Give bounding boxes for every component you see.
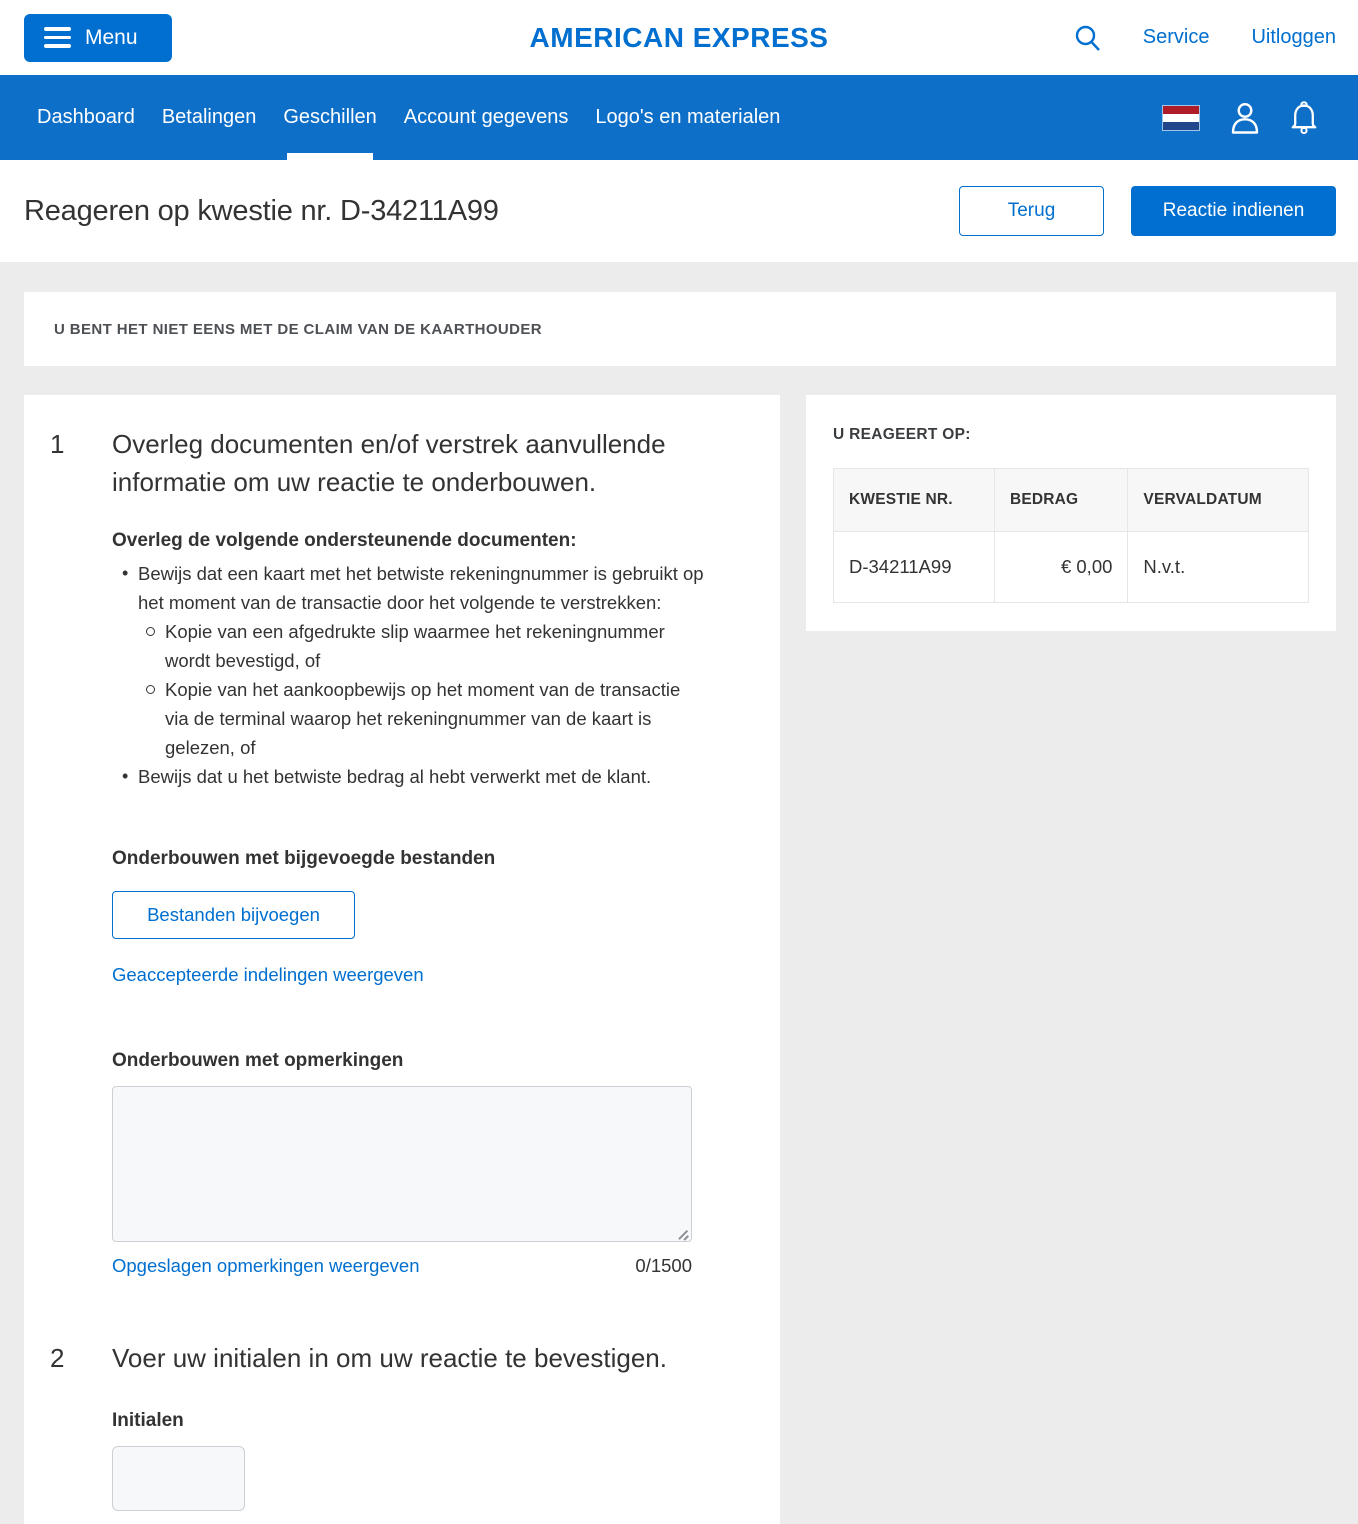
title-actions	[959, 186, 1336, 236]
step-1-number: 1	[50, 429, 65, 459]
cell-kwestie-nr: D-34211A99	[834, 532, 995, 603]
back-button[interactable]: Terug	[959, 186, 1104, 236]
attach-files-heading: Onderbouwen met bijgevoegde bestanden	[112, 848, 496, 869]
dispute-reason-text: U BENT HET NIET EENS MET DE CLAIM VAN DE KAARTHOUDER	[54, 320, 543, 338]
attach-files-button[interactable]: Bestanden bijvoegen	[112, 891, 355, 939]
nav-icons	[1162, 75, 1318, 160]
list-item: Kopie van een afgedrukte slip waarmee het rekeningnummer wordt bevestigd, of	[138, 617, 708, 675]
profile-icon[interactable]	[1230, 101, 1260, 135]
nav-item-account-gegevens[interactable]: Account gegevens	[403, 106, 569, 128]
content-area	[0, 262, 1358, 1524]
docs-sublist	[138, 617, 708, 762]
amex-logo: AMERICAN EXPRESS	[529, 21, 829, 53]
header-actions	[1074, 24, 1336, 52]
accepted-formats-link[interactable]: Geaccepteerde indelingen weergeven	[112, 964, 424, 985]
dispute-reason-banner	[24, 292, 1336, 366]
menu-button-label: Menu	[85, 25, 138, 49]
nav-item-betalingen[interactable]: Betalingen	[161, 106, 257, 128]
list-item: • Bewijs dat een kaart met het betwiste rekeningnummer is gebruikt op het moment van de transactie door het volgende te verstrekken: Kopie van een afgedrukte slip waarmee het rekeningnummer wordt bevestigd, of Kopie van het aankoopbewijs op het moment van de transactie via de terminal waarop het rekeningnummer van de kaart is gelezen, of	[112, 559, 708, 762]
service-link[interactable]: Service	[1142, 26, 1210, 48]
responding-to-card	[806, 395, 1336, 631]
comments-heading: Onderbouwen met opmerkingen	[112, 1050, 404, 1071]
response-form-card	[24, 395, 780, 1524]
step-2	[50, 1339, 708, 1524]
nav-item-geschillen[interactable]: Geschillen	[283, 75, 376, 160]
initials-input[interactable]	[112, 1446, 245, 1511]
step-1-heading: Overleg documenten en/of verstrek aanvullende informatie om uw reactie te onderbouwen.	[112, 429, 666, 497]
search-button[interactable]	[1074, 24, 1101, 52]
col-header-kwestie: KWESTIE NR.	[834, 469, 995, 532]
col-header-vervaldatum: VERVALDATUM	[1128, 469, 1309, 532]
search-icon	[1074, 24, 1101, 52]
issue-table	[833, 468, 1309, 603]
list-item: Kopie van het aankoopbewijs op het moment van de transactie via de terminal waarop het rekeningnummer van de kaart is gelezen, of	[138, 675, 708, 762]
netherlands-flag-icon[interactable]	[1162, 105, 1200, 131]
main-nav	[0, 75, 1358, 160]
list-item: • Bewijs dat u het betwiste bedrag al hebt verwerkt met de klant.	[112, 762, 708, 791]
table-header-row	[834, 469, 1309, 532]
step-2-number: 2	[50, 1343, 65, 1373]
menu-button[interactable]	[24, 14, 172, 62]
responding-to-title: U REAGEERT OP:	[833, 426, 971, 443]
hamburger-icon	[44, 27, 71, 48]
table-row	[834, 532, 1309, 603]
notifications-bell-icon[interactable]	[1290, 100, 1318, 136]
docs-subheading: Overleg de volgende ondersteunende documenten:	[112, 530, 577, 551]
char-counter: 0/1500	[635, 1255, 692, 1276]
logout-link[interactable]: Uitloggen	[1251, 26, 1336, 48]
docs-list	[112, 559, 708, 791]
col-header-bedrag: BEDRAG	[994, 469, 1127, 532]
comments-textarea[interactable]	[112, 1086, 692, 1242]
step-2-heading: Voer uw initialen in om uw reactie te bevestigen.	[112, 1343, 667, 1373]
top-header	[0, 0, 1358, 75]
nav-item-logos-en-materialen[interactable]: Logo's en materialen	[595, 106, 781, 128]
cell-vervaldatum: N.v.t.	[1128, 532, 1309, 603]
initials-label: Initialen	[112, 1410, 184, 1431]
cell-bedrag: € 0,00	[994, 532, 1127, 603]
step-1	[50, 425, 708, 1277]
nav-items	[37, 75, 780, 160]
saved-comments-link[interactable]: Opgeslagen opmerkingen weergeven	[112, 1255, 420, 1276]
title-bar	[0, 160, 1358, 262]
nav-item-dashboard[interactable]: Dashboard	[37, 106, 135, 128]
submit-response-button[interactable]: Reactie indienen	[1131, 186, 1336, 236]
page-title: Reageren op kwestie nr. D-34211A99	[24, 194, 499, 227]
